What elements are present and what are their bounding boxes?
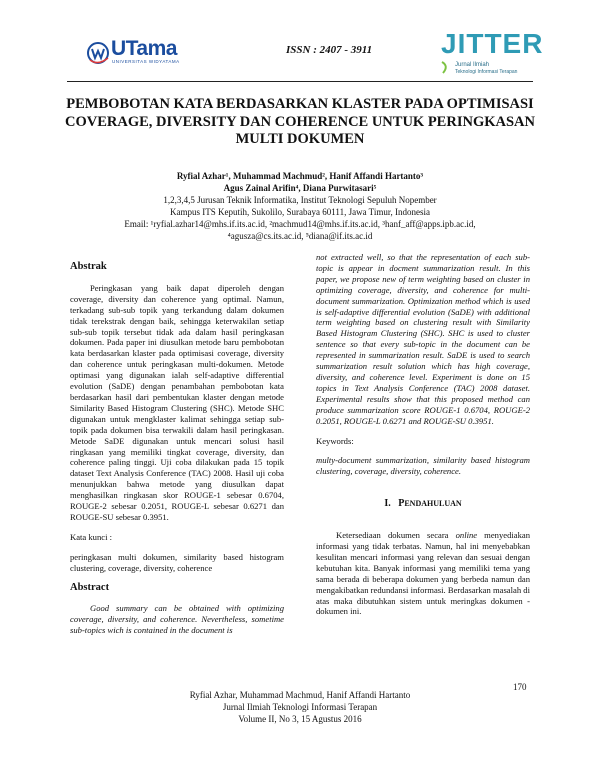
- affiliation: 1,2,3,4,5 Jurusan Teknik Informatika, Institut Teknologi Sepuluh Nopember: [163, 195, 437, 205]
- keywords-text: multy-document summarization, similarity based histogram clustering, coverage, diversity, coherence.: [316, 455, 530, 477]
- header-rule: [67, 81, 533, 82]
- author-line-2: Agus Zainal Arifin⁴, Diana Purwitasari⁵: [223, 183, 377, 193]
- left-column: [70, 262, 284, 636]
- page-header: [0, 0, 600, 82]
- katakunci-text: peringkasan multi dokumen, similarity based histogram clustering, coverage, diversity, coherence: [70, 551, 284, 573]
- abstract-text-start: Good summary can be obtained with optimizing coverage, diversity, and coherence. Nevertheless, sometime sub-topics wich is contained in the document is: [70, 603, 284, 636]
- utama-logo-subtext: UNIVERSITAS WIDYATAMA: [112, 59, 180, 64]
- abstract-heading: Abstract: [70, 581, 110, 593]
- paper-title: PEMBOBOTAN KATA BERDASARKAN KLASTER PADA OPTIMISASI COVERAGE, DIVERSITY DAN COHERENCE UNTUK PERINGKASAN MULTI DOKUMEN: [65, 96, 535, 147]
- utama-logo-text: UTama: [111, 37, 177, 60]
- intro-text-post: menyediakan informasi yang tidak terbatas. Namun, hal ini menyebabkan kesulitan mencari informasi yang relevan dan sesuai dengan kebutuhan kita. Banyak informasi yang memiliki tema yang sama berada di beberapa dokumen yang berbeda namun dan mengakibatkan redundansi informasi. Berdasarkan masalah di atas maka dibutuhkan sistem untuk meringkas dokumen - dokumen ini.: [316, 530, 530, 617]
- page-footer: [120, 689, 480, 725]
- section-title-initial: P: [398, 498, 405, 510]
- section-title-rest: ENDAHULUAN: [404, 499, 462, 509]
- footer-authors: Ryfial Azhar, Muhammad Machmud, Hanif Affandi Hartanto: [189, 690, 411, 700]
- abstrak-heading: Abstrak: [70, 261, 107, 272]
- abstrak-text: Peringkasan yang baik dapat diperoleh dengan coverage, diversity dan coherence yang optimal. Namun, terkadang sub-sub topik yang terkandung dalam dokumen tidak terekstrak dengan baik, sehingga keterwakilan setiap sub-sub topik tersebut tidak ada dalam hasil peringkasan dokumen. Pada paper ini diusulkan metode baru pembobotan kata berdasarkan klaster pada optimisasi coverage, diversity dan coherence untuk peringkasan multi-dokumen. Metode optimasi yang digunakan ialah self-adaptive differential evolution (SaDE) dengan penambahan pembobotan kata berdasarkan hasil dari pembentukan klaster dengan metode Similarity Based Histogram Clustering (SHC). Metode SHC digunakan untuk mengklaster kalimat sehingga setiap sub-topik pada dokumen bisa terwakili dalam hasil peringkasan. Metode SaDE digunakan untuk mencari solusi hasil ringkasan yang memiliki tingkat coverage, diversity, dan coherence paling tinggi. Uji coba dilakukan pada 15 topik dataset Text Analysis Conference (TAC) 2008. Hasil uji coba menunjukkan bahwa metode yang diusulkan dapat menghasilkan ringkasan skor ROUGE-1 sebesar 0.6704, ROUGE-2 sebesar 0.2051, ROUGE-L sebesar 0.6271 dan ROUGE-SU sebesar 0.3951.: [70, 282, 284, 522]
- intro-text-pre: Ketersediaan dokumen secara: [336, 530, 456, 541]
- right-column: [316, 252, 530, 617]
- utama-emblem-icon: [86, 40, 112, 66]
- page-number: 170: [513, 682, 527, 692]
- keywords-label: Keywords:: [316, 435, 354, 446]
- abstract-text-continued: not extracted well, so that the representation of each sub-topic is appear in docment summarization result. In this paper, we propose new of term weighting based on cluster in optimizing coverage, diversity, and coherence for multi-document summarization. Optimization method which is used is self-adaptive differential evolution (SaDE) with additional term weighting based on clustering result with Similarity Based Histogram Clustering (SHC). SHC is used to cluster sentence so that every sub-topic in the document can be represented in summarization result. SaDE is used to search summarization result solution which has high coverage, diversity, and coherence level. Experiment is done on 15 topics in Text Analysis Conference (TAC) 2008 dataset. Experimental results show that this proposed method can produce summarization score ROUGE-1 0.6704, ROUGE-2 0.2051, ROUGE-L 0.6271 and ROUGE-SU 0.3951.: [316, 252, 530, 426]
- footer-journal: Jurnal Ilmiah Teknologi Informasi Terapan: [222, 702, 378, 712]
- author-line-1: Ryfial Azhar¹, Muhammad Machmud², Hanif Affandi Hartanto³: [176, 171, 424, 181]
- katakunci-label: Kata kunci :: [70, 531, 112, 542]
- address: Kampus ITS Keputih, Sukolilo, Surabaya 60111, Jawa Timur, Indonesia: [170, 207, 430, 217]
- jitter-logo: [441, 28, 544, 75]
- author-block: [60, 170, 540, 242]
- footer-volume: Volume II, No 3, 15 Agustus 2016: [238, 714, 362, 724]
- email-line-2: ⁴agusza@cs.its.ac.id, ⁵diana@if.its.ac.id: [227, 231, 373, 241]
- intro-text-online: online: [455, 530, 478, 541]
- jitter-logo-subtext-1: Jurnal Ilmiah: [455, 62, 490, 68]
- email-line-1: Email: ¹ryfial.azhar14@mhs.if.its.ac.id, ²machmud14@mhs.if.its.ac.id, ³hanf_aff@apps.ipb.ac.id,: [124, 219, 476, 229]
- utama-logo: [86, 37, 206, 66]
- intro-paragraph: [316, 530, 530, 617]
- issn-number: ISSN : 2407 - 3911: [286, 44, 373, 56]
- jitter-logo-subtext-2: Teknologi Informasi Terapan: [455, 69, 518, 75]
- jitter-logo-text: JITTER: [441, 28, 544, 59]
- jitter-swoosh-icon: [441, 60, 453, 74]
- section-number: I.: [384, 498, 391, 510]
- section-heading-pendahuluan: [316, 499, 530, 510]
